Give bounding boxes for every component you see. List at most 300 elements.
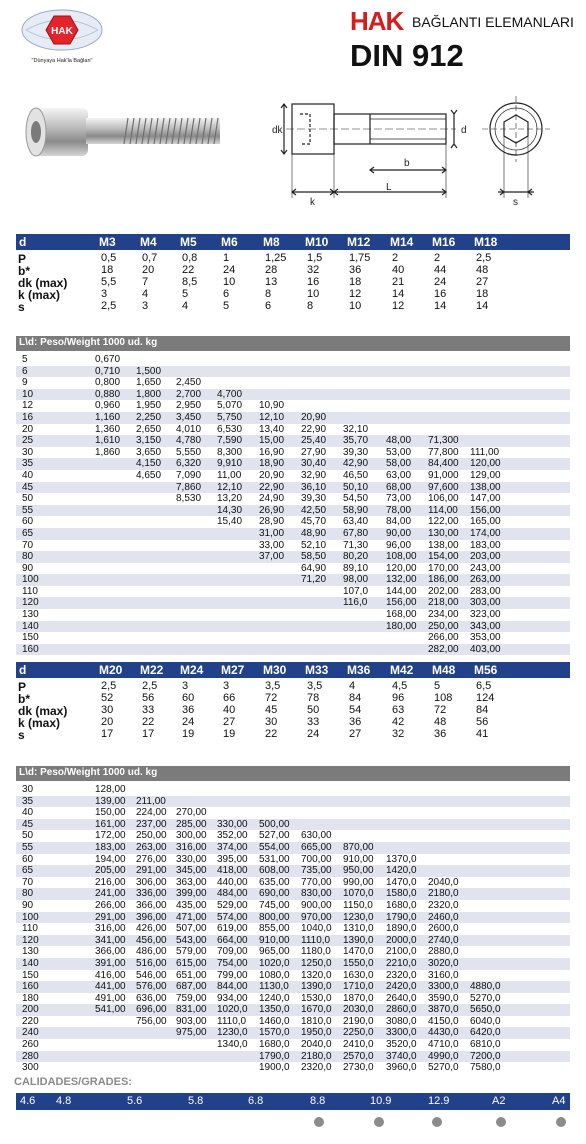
weight-value: 830,00: [301, 888, 332, 900]
weight-value: 2880,0: [428, 946, 459, 958]
spec-value: 78: [307, 692, 320, 704]
spec-value: 1,75: [349, 252, 371, 264]
weight-value: 32,10: [343, 423, 369, 435]
spec-value: 10: [349, 300, 362, 312]
weight-row: [16, 400, 570, 412]
weight-value: 122,00: [428, 516, 459, 528]
weight-value: 900,00: [301, 899, 332, 911]
weight-row: [16, 632, 570, 644]
spec-value: 66: [223, 692, 236, 704]
spec-value: 27: [349, 728, 362, 740]
weight-value: 13,20: [217, 493, 243, 505]
weight-value: 96,00: [386, 539, 412, 551]
weight-value: 168,00: [386, 609, 417, 621]
weight-row: [16, 1039, 570, 1051]
weight-value: 15,00: [259, 435, 285, 447]
weight-value: 218,00: [428, 597, 459, 609]
weight-value: 2000,0: [386, 934, 417, 946]
spec-row: [16, 252, 570, 264]
weight-value: 58,50: [301, 551, 327, 563]
weight-value: 58,00: [386, 458, 412, 470]
weight-value: 71,300: [428, 435, 459, 447]
weight-value: 116,0: [343, 597, 368, 609]
weight-value: 531,00: [259, 853, 290, 865]
weight-value: 5270,0: [428, 1062, 459, 1074]
spec-value: 36: [434, 728, 447, 740]
length-value: 35: [22, 795, 34, 807]
length-value: 160: [22, 981, 39, 993]
weight-value: 1070,0: [343, 888, 374, 900]
weight-value: 345,00: [176, 865, 207, 877]
weight-row: [16, 946, 570, 958]
weight-value: 687,00: [176, 981, 207, 993]
col-header-size: M3: [99, 235, 116, 249]
weight-value: 120,00: [470, 458, 501, 470]
weight-value: 491,00: [95, 992, 126, 1004]
length-value: 30: [22, 446, 34, 458]
weight-value: 574,00: [217, 911, 248, 923]
standard-title: DIN 912: [350, 38, 464, 73]
spec-value: 40: [223, 704, 236, 716]
spec-value: 20: [101, 716, 114, 728]
weight-value: 172,00: [95, 830, 126, 842]
spec-row: [16, 716, 570, 728]
weight-value: 323,00: [470, 609, 501, 621]
weight-value: 14,30: [217, 504, 243, 516]
weight-value: 202,00: [428, 585, 459, 597]
weight-value: 63,40: [343, 516, 369, 528]
spec-label: P: [18, 252, 27, 266]
weight-value: 3300,0: [428, 981, 459, 993]
weight-value: 174,00: [470, 527, 501, 539]
weight-value: 1810,0: [301, 1015, 332, 1027]
weight-value: 71,20: [301, 574, 327, 586]
weight-row: [16, 586, 570, 598]
weight-value: 619,00: [217, 923, 248, 935]
weight-value: 237,00: [136, 818, 167, 830]
weight-value: 291,00: [95, 911, 126, 923]
spec-value: 10: [307, 288, 320, 300]
spec-value: 7: [142, 276, 149, 288]
spec-value: 0,7: [142, 252, 158, 264]
spec-value: 22: [142, 716, 155, 728]
spec-value: 0,5: [101, 252, 117, 264]
length-value: 45: [22, 481, 34, 493]
spec-value: 3,5: [265, 680, 281, 692]
table1-specs: [16, 252, 570, 312]
length-value: 180: [22, 992, 39, 1004]
length-value: 300: [22, 1062, 39, 1074]
weight-value: 759,00: [176, 992, 207, 1004]
spec-label: k (max): [18, 288, 61, 302]
weight-row: [16, 784, 570, 796]
weight-value: 3300,0: [386, 1027, 417, 1039]
weight-value: 2730,0: [343, 1062, 374, 1074]
length-value: 280: [22, 1050, 39, 1062]
spec-value: 30: [265, 716, 278, 728]
weight-value: 84,00: [386, 516, 412, 528]
weight-value: 7200,0: [470, 1050, 501, 1062]
spec-value: 27: [223, 716, 236, 728]
weight-value: 330,00: [176, 853, 207, 865]
spec-row: [16, 692, 570, 704]
weight-value: 150,00: [95, 807, 126, 819]
spec-value: 56: [142, 692, 155, 704]
spec-label: dk (max): [18, 276, 68, 290]
weight-row: [16, 842, 570, 854]
spec-value: 6: [265, 300, 272, 312]
weight-value: 1110,0: [217, 1015, 247, 1027]
col-header-size: M56: [474, 663, 498, 677]
weight-value: 3740,0: [386, 1050, 417, 1062]
weight-row: [16, 644, 570, 656]
weight-value: 15,40: [217, 516, 243, 528]
weight-value: 910,00: [259, 934, 290, 946]
col-header-size: M22: [140, 663, 164, 677]
spec-value: 19: [223, 728, 236, 740]
weight-value: 554,00: [259, 841, 290, 853]
weight-value: 306,00: [136, 876, 167, 888]
weight-value: 27,90: [301, 446, 327, 458]
weight-value: 2640,0: [386, 992, 417, 1004]
col-header-size: M18: [474, 235, 498, 249]
weight-value: 0,800: [95, 377, 121, 389]
weight-value: 12,10: [259, 411, 285, 423]
length-value: 50: [22, 493, 34, 505]
weight-row: [16, 1016, 570, 1028]
weight-value: 194,00: [95, 853, 126, 865]
hak-logo: [14, 6, 110, 66]
weight-value: 241,00: [95, 888, 126, 900]
weight-row: [16, 1062, 570, 1074]
weight-row: [16, 366, 570, 378]
weight-value: 1460,0: [259, 1015, 290, 1027]
weight-value: 2190,0: [343, 1015, 374, 1027]
length-value: 240: [22, 1027, 39, 1039]
spec-value: 3: [182, 680, 189, 692]
spec-value: 40: [392, 264, 405, 276]
weight-value: 2100,0: [386, 946, 417, 958]
col-header-size: M12: [347, 235, 371, 249]
length-value: 80: [22, 551, 34, 563]
weight-value: 90,00: [386, 527, 412, 539]
weight-value: 1470,0: [343, 946, 374, 958]
grade-label: 10.9: [370, 1095, 392, 1107]
spec-value: 17: [142, 728, 155, 740]
weight-value: 831,00: [176, 1004, 207, 1016]
weight-value: 1420,0: [386, 865, 417, 877]
spec-value: 5: [182, 288, 189, 300]
weight-value: 2320,0: [301, 1062, 332, 1074]
weight-value: 186,00: [428, 574, 459, 586]
weight-value: 4,010: [176, 423, 202, 435]
length-value: 50: [22, 830, 34, 842]
weight-value: 541,00: [95, 1004, 126, 1016]
weight-value: 266,00: [95, 899, 126, 911]
weight-value: 58,90: [343, 504, 369, 516]
spec-value: 28: [265, 264, 278, 276]
weight-value: 330,00: [217, 818, 248, 830]
header-area: [0, 0, 586, 225]
weight-value: 64,90: [301, 562, 327, 574]
weight-value: 2030,0: [343, 1004, 374, 1016]
spec-value: 84: [476, 704, 489, 716]
weight-value: 20,90: [301, 411, 327, 423]
dim-d: d: [461, 125, 467, 136]
weight-value: 1,950: [136, 400, 162, 412]
table2-weights: [16, 784, 570, 1074]
weight-value: 282,00: [428, 643, 459, 655]
weight-value: 507,00: [176, 923, 207, 935]
weight-row: [16, 377, 570, 389]
weight-value: 98,00: [343, 574, 369, 586]
spec-value: 52: [101, 692, 114, 704]
weight-value: 579,00: [176, 946, 207, 958]
weight-value: 1020,0: [259, 957, 290, 969]
weight-value: 203,00: [470, 551, 501, 563]
weight-value: 0,670: [95, 354, 121, 365]
weight-value: 770,00: [301, 876, 332, 888]
grade-label: A2: [492, 1095, 506, 1107]
weight-value: 700,00: [301, 853, 332, 865]
weight-value: 1,650: [136, 377, 162, 389]
spec-value: 3: [142, 300, 149, 312]
weight-value: 2040,0: [301, 1039, 332, 1051]
weight-value: 2,450: [176, 377, 202, 389]
weight-value: 52,10: [301, 539, 327, 551]
weight-value: 336,00: [136, 888, 167, 900]
weight-value: 144,00: [386, 585, 417, 597]
length-value: 70: [22, 876, 34, 888]
spec-value: 18: [349, 276, 362, 288]
weight-value: 1570,0: [259, 1027, 290, 1039]
weight-value: 396,00: [136, 911, 167, 923]
weight-value: 1240,0: [259, 992, 290, 1004]
weight-value: 2420,0: [386, 981, 417, 993]
weight-value: 366,00: [95, 946, 126, 958]
weight-value: 418,00: [217, 865, 248, 877]
weight-value: 1230,0: [343, 911, 374, 923]
spec-value: 36: [182, 704, 195, 716]
spec-value: 14: [392, 288, 405, 300]
spec-value: 4: [182, 300, 189, 312]
weight-value: 965,00: [259, 946, 290, 958]
weight-value: 441,00: [95, 981, 126, 993]
col-header-size: M5: [180, 235, 197, 249]
weight-value: 37,00: [259, 551, 285, 563]
length-value: 16: [22, 411, 34, 423]
weight-value: 745,00: [259, 899, 290, 911]
weight-value: 285,00: [176, 818, 207, 830]
weight-value: 341,00: [95, 934, 126, 946]
weight-row: [16, 912, 570, 924]
weight-value: 1550,0: [343, 957, 374, 969]
weight-row: [16, 493, 570, 505]
weight-value: 664,00: [217, 934, 248, 946]
weight-value: 1680,0: [259, 1039, 290, 1051]
weight-value: 32,90: [301, 469, 327, 481]
spec-value: 42: [392, 716, 405, 728]
weight-value: 1180,0: [301, 946, 331, 958]
weight-value: 128,00: [95, 784, 126, 795]
weight-row: [16, 935, 570, 947]
weight-value: 529,00: [217, 899, 248, 911]
weight-value: 73,00: [386, 493, 412, 505]
spec-value: 2,5: [101, 300, 117, 312]
weight-value: 139,00: [95, 795, 126, 807]
weight-value: 1870,0: [343, 992, 374, 1004]
weight-value: 276,00: [136, 853, 167, 865]
weight-value: 2,250: [136, 411, 162, 423]
weight-value: 0,880: [95, 388, 121, 400]
weight-value: 165,00: [470, 516, 501, 528]
weight-value: 6810,0: [470, 1039, 501, 1051]
length-value: 90: [22, 899, 34, 911]
weight-value: 8,530: [176, 493, 202, 505]
weight-value: 45,70: [301, 516, 327, 528]
weight-value: 25,40: [301, 435, 327, 447]
weight-value: 270,00: [176, 807, 207, 819]
weight-value: 2320,0: [428, 899, 459, 911]
weight-value: 543,00: [176, 934, 207, 946]
table2-weight-title: L\d: Peso/Weight 1000 ud. kg: [16, 766, 570, 781]
weight-value: 1390,0: [301, 981, 332, 993]
weight-value: 67,80: [343, 527, 369, 539]
weight-value: 300,00: [176, 830, 207, 842]
table2-header: [16, 662, 570, 678]
length-value: 9: [22, 377, 28, 389]
weight-value: 250,00: [428, 620, 459, 632]
length-value: 260: [22, 1039, 39, 1051]
weight-value: 391,00: [95, 957, 126, 969]
length-value: 110: [22, 585, 38, 597]
weight-value: 211,00: [136, 795, 166, 807]
weight-row: [16, 888, 570, 900]
weight-value: 3,650: [136, 446, 162, 458]
weight-value: 975,00: [176, 1027, 207, 1039]
grade-label: 12.9: [428, 1095, 450, 1107]
weight-row: [16, 354, 570, 366]
col-header-d: d: [19, 663, 27, 677]
weight-value: 224,00: [136, 807, 167, 819]
grade-available-dot: [496, 1117, 506, 1127]
weight-value: 0,710: [95, 365, 121, 377]
weight-value: 527,00: [259, 830, 290, 842]
weight-value: 374,00: [217, 841, 248, 853]
weight-value: 106,00: [428, 493, 459, 505]
table2-specs: [16, 680, 570, 740]
weight-value: 31,00: [259, 527, 285, 539]
weight-value: 1790,0: [259, 1050, 290, 1062]
weight-value: 615,00: [176, 957, 207, 969]
weight-value: 1,360: [95, 423, 121, 435]
length-value: 25: [22, 435, 34, 447]
spec-value: 8: [265, 288, 272, 300]
weight-value: 403,00: [470, 643, 501, 655]
spec-value: 3,5: [307, 680, 323, 692]
weight-value: 63,00: [386, 469, 412, 481]
weight-value: 4990,0: [428, 1050, 459, 1062]
weight-value: 7,860: [176, 481, 202, 493]
weight-value: 4,700: [217, 388, 243, 400]
spec-value: 72: [265, 692, 278, 704]
length-value: 120: [22, 597, 39, 609]
spec-row: [16, 728, 570, 740]
weight-value: 2180,0: [301, 1050, 332, 1062]
spec-value: 24: [182, 716, 195, 728]
spec-value: 20: [142, 264, 155, 276]
spec-value: 12: [392, 300, 405, 312]
spec-value: 54: [349, 704, 362, 716]
length-value: 20: [22, 423, 34, 435]
weight-value: 950,00: [343, 865, 374, 877]
weight-value: 2180,0: [428, 888, 459, 900]
weight-value: 54,50: [343, 493, 369, 505]
grades-title: CALIDADES/GRADES:: [14, 1076, 132, 1088]
grade-label: A4: [552, 1095, 566, 1107]
weight-value: 2600,0: [428, 923, 459, 935]
length-value: 40: [22, 807, 34, 819]
brand-name: HAK: [350, 6, 404, 36]
weight-value: 24,90: [259, 493, 285, 505]
spec-value: 50: [307, 704, 320, 716]
spec-label: dk (max): [18, 704, 68, 718]
spec-value: 22: [265, 728, 278, 740]
spec-value: 41: [476, 728, 489, 740]
weight-value: 28,90: [259, 516, 285, 528]
length-value: 220: [22, 1015, 39, 1027]
weight-value: 1,860: [95, 446, 121, 458]
grades-bar: [16, 1093, 570, 1110]
col-header-d: d: [19, 235, 27, 249]
weight-value: 6,530: [217, 423, 243, 435]
weight-value: 970,00: [301, 911, 332, 923]
spec-value: 14: [476, 300, 489, 312]
weight-value: 353,00: [470, 632, 501, 644]
weight-value: 3590,0: [428, 992, 459, 1004]
weight-row: [16, 470, 570, 482]
weight-value: 910,00: [343, 853, 374, 865]
weight-value: 1950,0: [301, 1027, 332, 1039]
weight-value: 486,00: [136, 946, 167, 958]
weight-value: 39,30: [301, 493, 327, 505]
weight-value: 4,650: [136, 469, 162, 481]
weight-value: 399,00: [176, 888, 207, 900]
grade-label: 5.6: [127, 1095, 143, 1107]
spec-label: b*: [18, 692, 30, 706]
length-value: 130: [22, 946, 39, 958]
weight-value: 4880,0: [470, 981, 501, 993]
grade-label: 4.6: [20, 1095, 36, 1107]
spec-value: 44: [434, 264, 447, 276]
length-value: 150: [22, 632, 39, 644]
weight-value: 1320,0: [301, 969, 332, 981]
dim-s: s: [513, 197, 518, 208]
weight-row: [16, 505, 570, 517]
spec-value: 16: [307, 276, 320, 288]
weight-value: 154,00: [428, 551, 459, 563]
weight-value: 36,10: [301, 481, 327, 493]
col-header-size: M30: [263, 663, 287, 677]
weight-value: 7,090: [176, 469, 202, 481]
spec-value: 48: [434, 716, 447, 728]
weight-value: 243,00: [470, 562, 501, 574]
weight-value: 990,00: [343, 876, 374, 888]
col-header-size: M14: [390, 235, 414, 249]
spec-label: s: [18, 300, 25, 314]
weight-row: [16, 807, 570, 819]
weight-value: 1680,0: [386, 899, 417, 911]
